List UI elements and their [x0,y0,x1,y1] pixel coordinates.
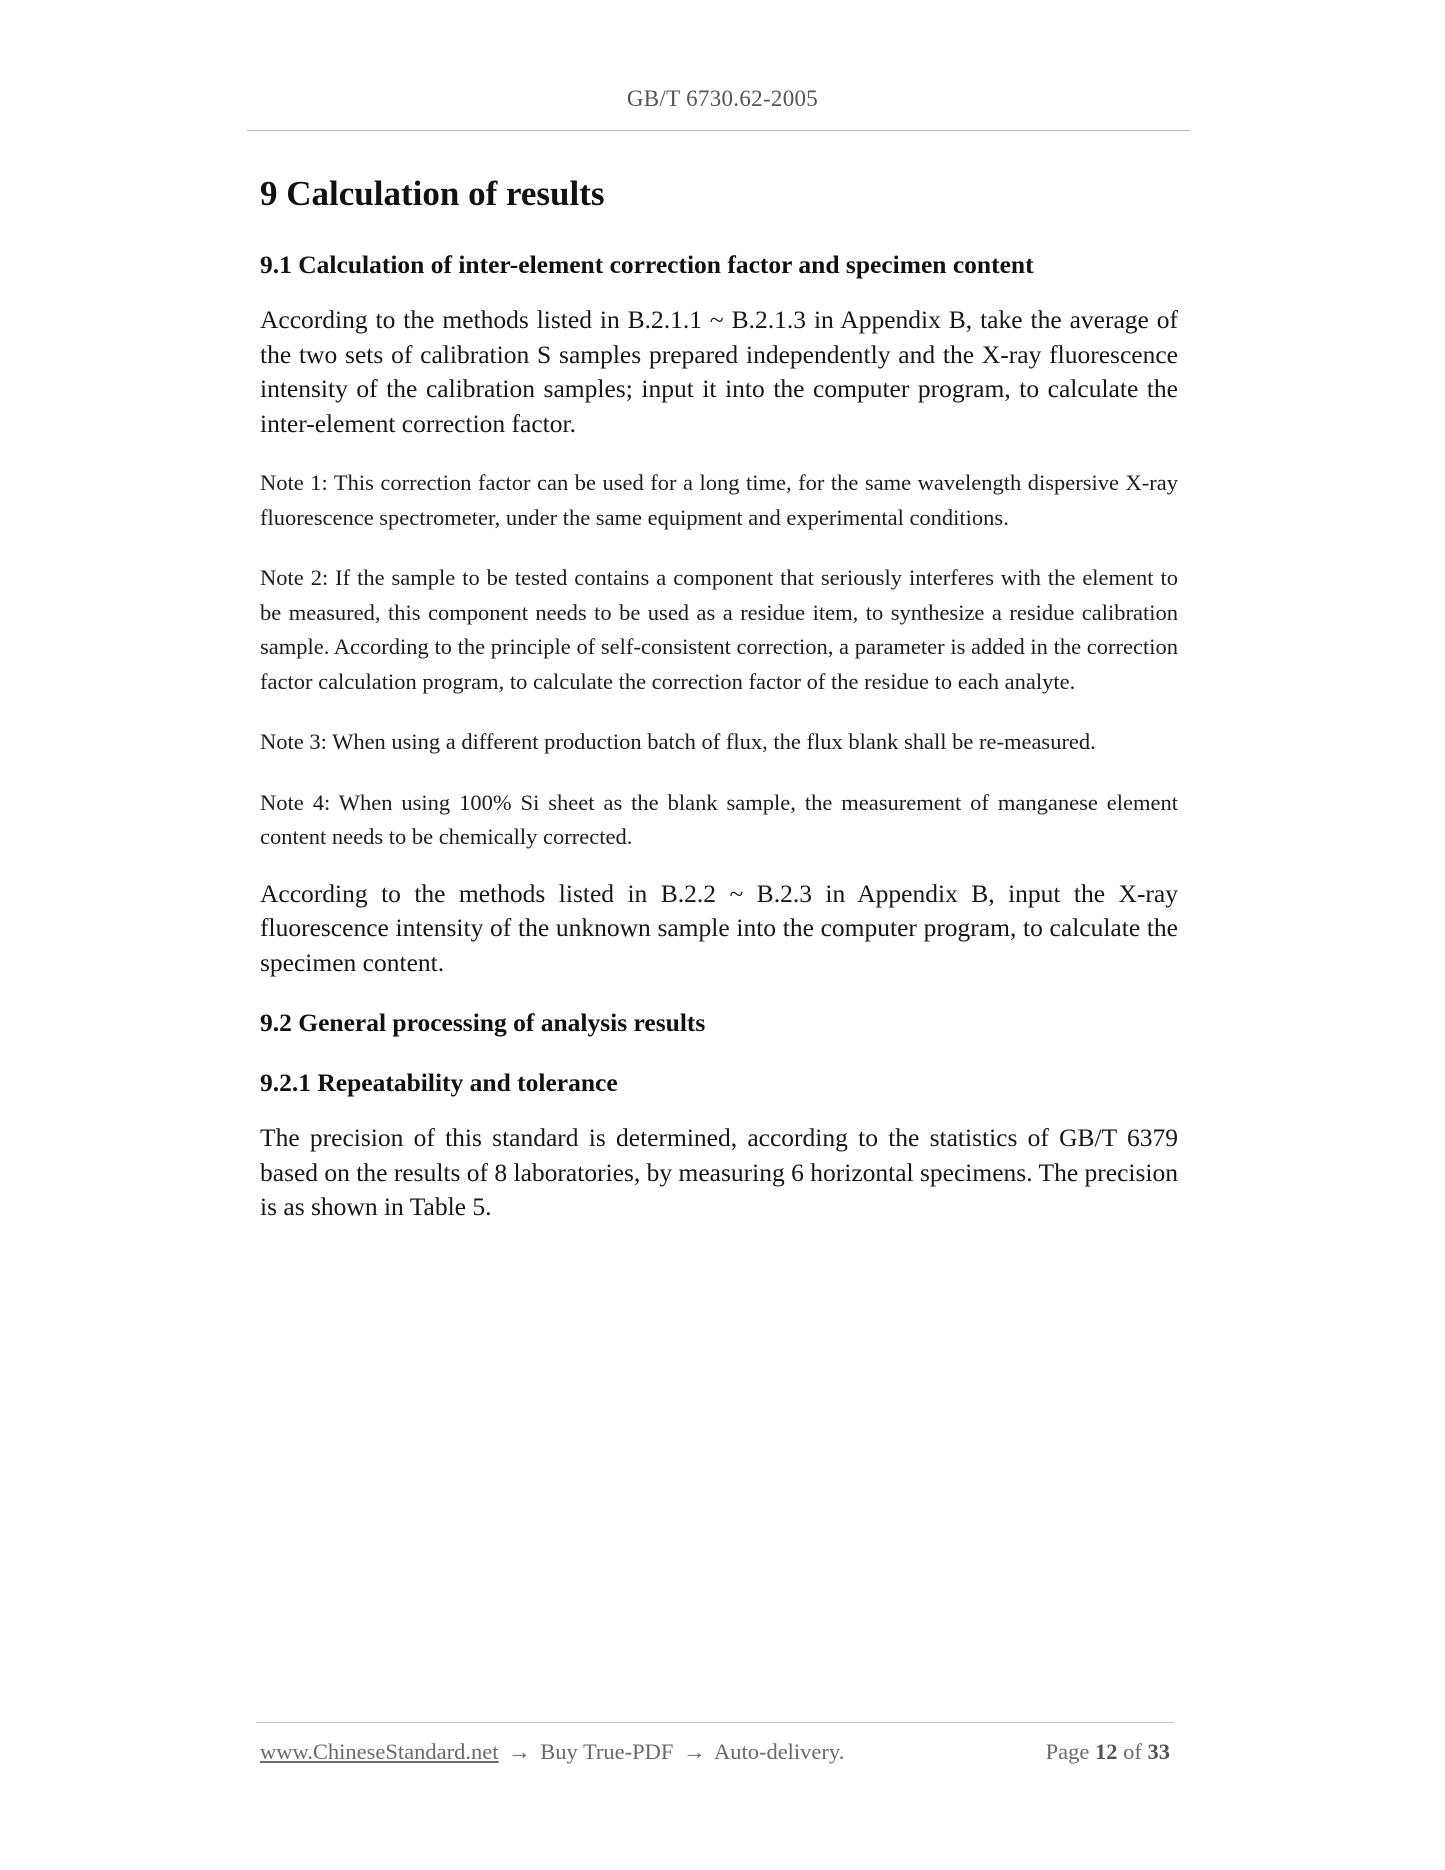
paragraph-9-1-specimen: According to the methods listed in B.2.2 ~ B.2.3 in Appendix B, input the X-ray fluorescence intensity of the unknown sample into the computer program, to calculate the specimen content. [260,878,1178,977]
note-4: Note 4: When using 100% Si sheet as the blank sample, the measurement of manganese element content needs to be chemically corrected. [260,789,1178,849]
of-label: of [1123,1739,1142,1764]
subsection-heading-9-2-1: 9.2.1 Repeatability and tolerance [260,1068,618,1097]
footer-divider [256,1722,1174,1723]
current-page-number: 12 [1095,1739,1118,1764]
note-1: Note 1: This correction factor can be used for a long time, for the same wavelength dispersive X-ray fluorescence spectrometer, under the same equipment and experimental conditions. [260,470,1178,530]
note-3: Note 3: When using a different production batch of flux, the flux blank shall be re-measured. [260,729,1096,754]
section-title: 9 Calculation of results [260,174,605,213]
subsection-heading-9-1: 9.1 Calculation of inter-element correction factor and specimen content [260,250,1034,279]
footer-promo [260,1739,844,1765]
arrow-right-icon: → [508,1739,531,1764]
arrow-right-icon: → [683,1739,706,1764]
page-label: Page [1045,1739,1090,1764]
page-indicator [1046,1739,1170,1765]
paragraph-9-1-intro: According to the methods listed in B.2.1.1 ~ B.2.1.3 in Appendix B, take the average of the two sets of calibration S samples prepared independently and the X-ray fluorescence intensity of the calibration samples; input it into the computer program, to calculate the inter-element correction factor. [260,305,1178,438]
buy-true-pdf-text: Buy True-PDF [540,1739,674,1764]
header-divider [247,130,1190,131]
page-footer [260,1739,1170,1771]
total-page-number: 33 [1147,1739,1170,1764]
auto-delivery-text: Auto-delivery. [713,1739,845,1764]
page-content [260,170,1178,1225]
paragraph-9-2-1: The precision of this standard is determined, according to the statistics of GB/T 6379 based on the results of 8 laboratories, by measuring 6 horizontal specimens. The precision is as shown in Table 5. [260,1123,1178,1221]
website-link[interactable]: www.ChineseStandard.net [260,1739,499,1764]
subsection-heading-9-2: 9.2 General processing of analysis results [260,1008,706,1037]
note-2: Note 2: If the sample to be tested contains a component that seriously interferes with the element to be measured, this component needs to be used as a residue item, to synthesize a residue calibration sample. According to the principle of self-consistent correction, a parameter is added in the correction factor calculation program, to calculate the correction factor of the residue to each analyte. [260,565,1178,694]
running-header: GB/T 6730.62-2005 [626,86,819,111]
